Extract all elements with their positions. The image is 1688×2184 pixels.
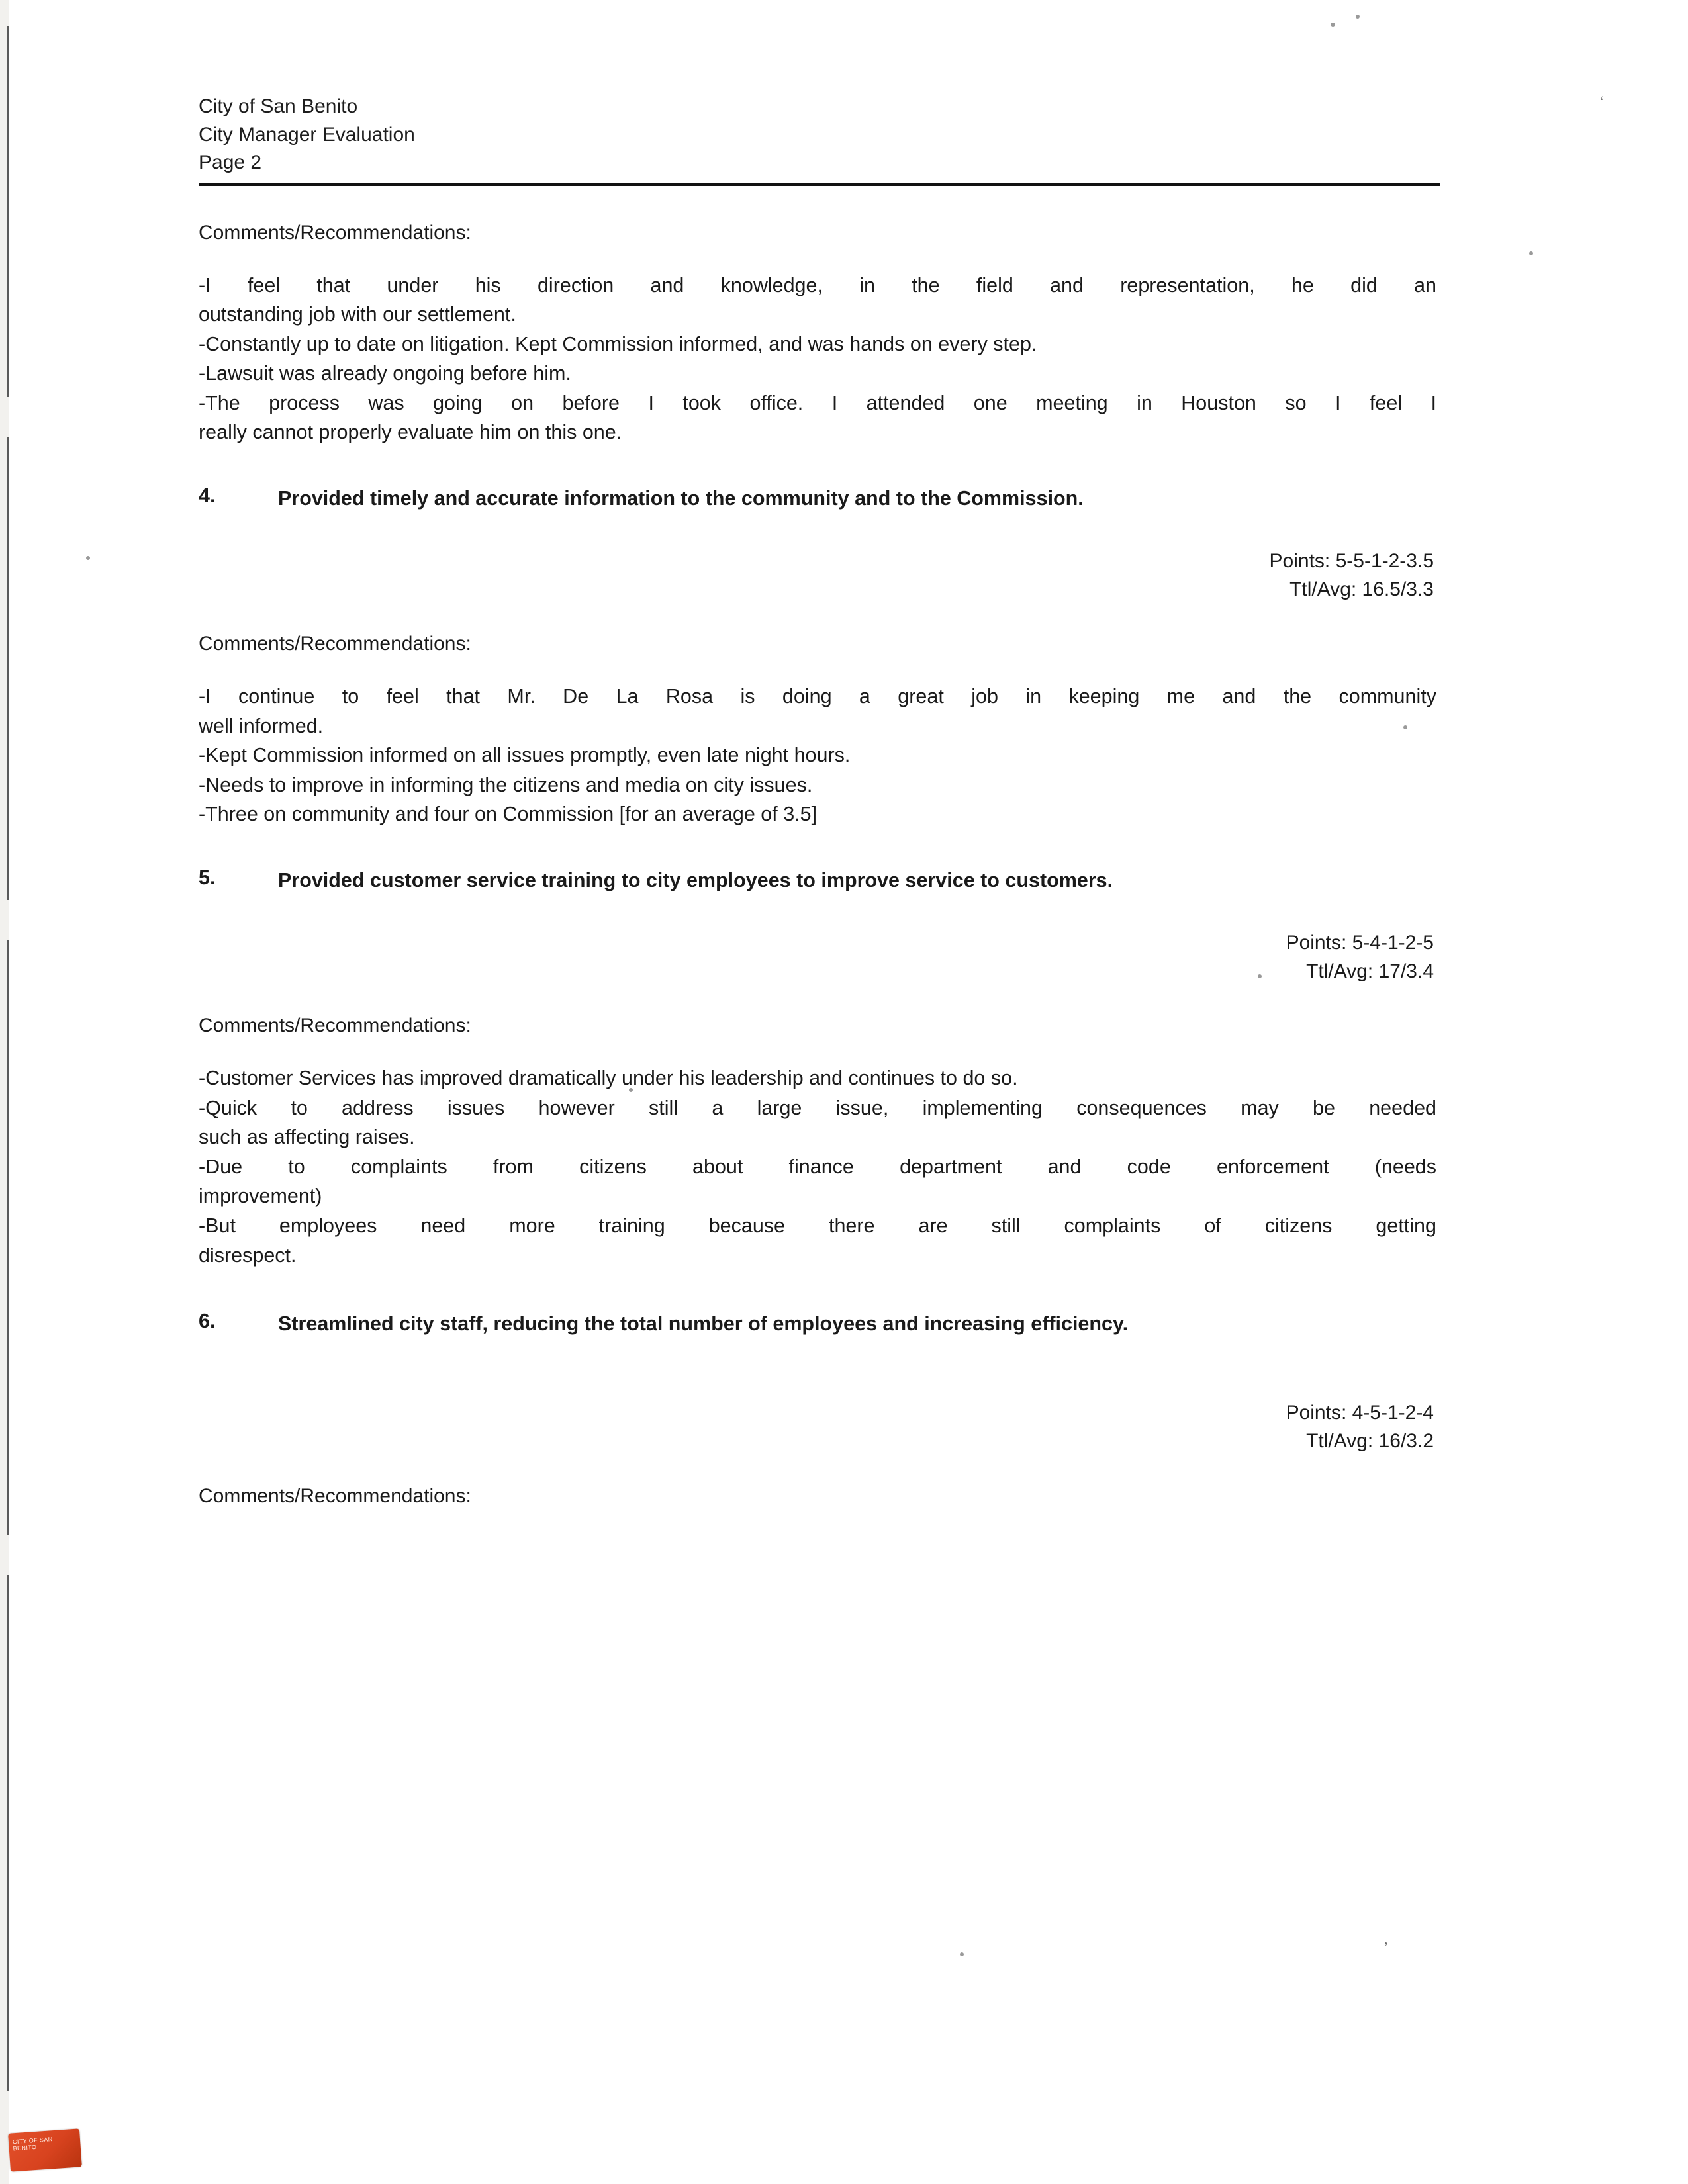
score-block-6 — [199, 1399, 1436, 1455]
comment-line: well informed. — [199, 714, 324, 737]
comment-line: -Quick to address issues however still a large issue, implementing consequences may be needed — [199, 1096, 1436, 1119]
criteria-item-4 — [199, 484, 1436, 513]
criteria-title: Provided customer service training to city employees to improve service to customers. — [278, 868, 1113, 891]
comment-line: improvement) — [199, 1185, 322, 1208]
scan-line-artifact — [7, 26, 9, 397]
document-header — [199, 93, 1436, 177]
scan-line-artifact — [7, 437, 9, 900]
speck-artifact — [960, 1952, 964, 1956]
speck-artifact — [1356, 15, 1360, 19]
criteria-item-6 — [199, 1310, 1436, 1338]
criteria-number: 5. — [199, 866, 216, 889]
comment-line: really cannot properly evaluate him on this one. — [199, 421, 622, 444]
points-value: Points: 5-5-1-2-3.5 — [1269, 550, 1434, 572]
criteria-title: Streamlined city staff, reducing the total number of employees and increasing efficiency. — [278, 1312, 1129, 1336]
header-divider — [199, 183, 1440, 186]
points-value: Points: 4-5-1-2-4 — [1286, 1402, 1434, 1424]
header-city: City of San Benito — [199, 95, 358, 117]
document-body — [199, 93, 1436, 1508]
comment-line: -Three on community and four on Commission [for an average of 3.5] — [199, 803, 818, 826]
comments-label: Comments/Recommendations: — [199, 1015, 471, 1037]
comment-line: -The process was going on before I took office. I attended one meeting in Houston so I feel I — [199, 391, 1436, 414]
ttl-avg-value: Ttl/Avg: 16.5/3.3 — [1289, 578, 1434, 600]
header-subject: City Manager Evaluation — [199, 123, 415, 146]
criteria-title: Provided timely and accurate information to the community and to the Commission. — [278, 486, 1084, 510]
points-value: Points: 5-4-1-2-5 — [1286, 932, 1434, 954]
comments-label: Comments/Recommendations: — [199, 221, 471, 244]
comment-line: -Due to complaints from citizens about finance department and code enforcement (needs — [199, 1155, 1436, 1178]
ttl-avg-value: Ttl/Avg: 16/3.2 — [1306, 1430, 1434, 1452]
ttl-avg-value: Ttl/Avg: 17/3.4 — [1306, 960, 1434, 982]
comment-line: -Constantly up to date on litigation. Kept Commission informed, and was hands on every step. — [199, 332, 1037, 355]
scan-line-artifact — [7, 1575, 9, 2091]
comment-line: -Customer Services has improved dramatically under his leadership and continues to do so. — [199, 1067, 1018, 1090]
comment-line: -Kept Commission informed on all issues promptly, even late night hours. — [199, 744, 851, 767]
criteria-number: 6. — [199, 1310, 216, 1333]
comment-line: such as affecting raises. — [199, 1126, 415, 1149]
speck-artifact — [1331, 23, 1335, 27]
scan-line-artifact — [7, 940, 9, 1535]
comment-line: -But employees need more training because there are still complaints of citizens getting — [199, 1214, 1436, 1237]
comments-text — [199, 682, 1436, 829]
criteria-number: 4. — [199, 484, 216, 507]
score-block-4 — [199, 547, 1436, 604]
comment-line: -I continue to feel that Mr. De La Rosa is doing a great job in keeping me and the community — [199, 685, 1436, 708]
comments-label: Comments/Recommendations: — [199, 1484, 471, 1507]
speck-artifact — [86, 556, 90, 560]
comment-line: -Lawsuit was already ongoing before him. — [199, 362, 571, 385]
speck-artifact — [1529, 251, 1533, 255]
comments-label: Comments/Recommendations: — [199, 633, 471, 655]
speck-artifact: ʻ — [1599, 93, 1605, 109]
speck-artifact: ʼ — [1383, 1939, 1389, 1956]
comments-text — [199, 271, 1436, 447]
comment-line: disrespect. — [199, 1244, 297, 1267]
stamp-text: CITY OF SAN BENITO — [12, 2136, 53, 2152]
comment-line: outstanding job with our settlement. — [199, 303, 516, 326]
comment-line: -I feel that under his direction and knowledge, in the field and representation, he did an — [199, 273, 1436, 296]
score-block-5 — [199, 929, 1436, 985]
comment-line: -Needs to improve in informing the citizens and media on city issues. — [199, 773, 813, 796]
stamp-artifact — [8, 2128, 82, 2171]
comments-text — [199, 1064, 1436, 1270]
header-page-number: Page 2 — [199, 152, 262, 174]
criteria-item-5 — [199, 866, 1436, 895]
